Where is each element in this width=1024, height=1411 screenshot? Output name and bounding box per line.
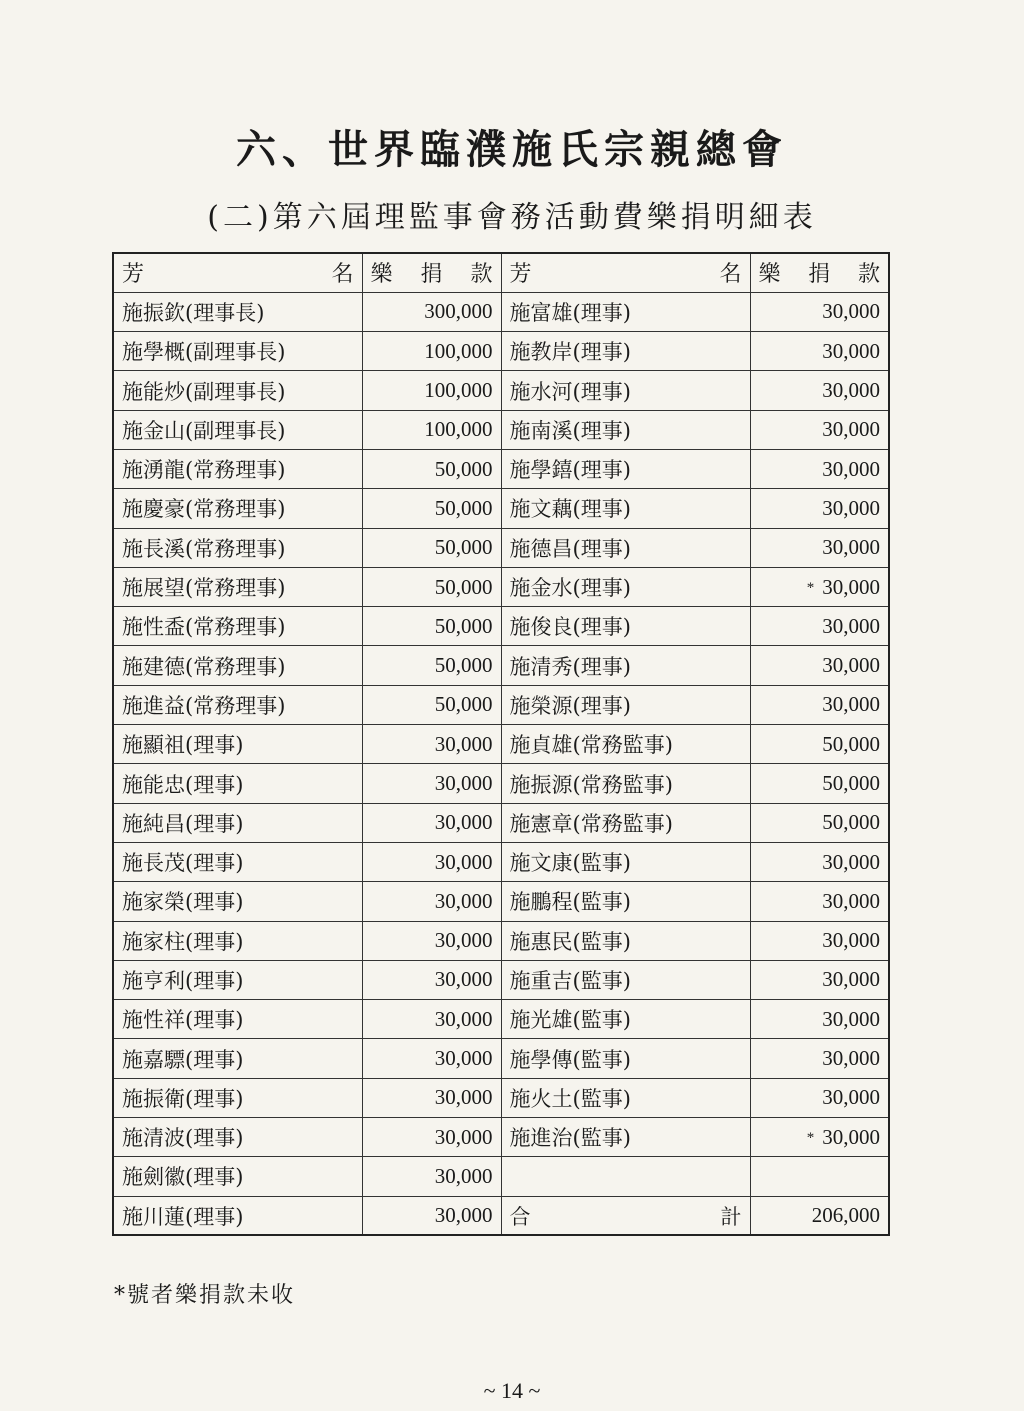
table-row [113, 882, 889, 921]
left-donation-amount: 30,000 [362, 725, 501, 764]
right-donation-amount: 30,000 [750, 449, 889, 488]
right-donation-amount: 30,000 [750, 607, 889, 646]
left-donor-name: 施學概(副理事長) [113, 332, 362, 371]
right-donation-amount: 50,000 [750, 725, 889, 764]
table-row [113, 607, 889, 646]
right-donor-name: 施清秀(理事) [501, 646, 750, 685]
right-donation-amount: 30,000 [750, 371, 889, 410]
left-donation-amount: 50,000 [362, 607, 501, 646]
left-donor-name: 施展望(常務理事) [113, 567, 362, 606]
right-donor-name: 施光雄(監事) [501, 1000, 750, 1039]
table-row [113, 921, 889, 960]
unpaid-mark: * [806, 1129, 815, 1146]
left-donation-amount: 30,000 [362, 921, 501, 960]
right-donor-name: 施文康(監事) [501, 842, 750, 881]
total-label: 合 計 [501, 1196, 750, 1235]
left-donor-name: 施顯祖(理事) [113, 725, 362, 764]
table-row [113, 1196, 889, 1235]
left-donation-amount: 30,000 [362, 803, 501, 842]
right-donor-name: 施學傳(監事) [501, 1039, 750, 1078]
left-donor-name: 施振欽(理事長) [113, 292, 362, 331]
right-donor-name [501, 1157, 750, 1196]
page-title: 六、世界臨濮施氏宗親總會 [236, 126, 788, 173]
left-donor-name: 施長茂(理事) [113, 842, 362, 881]
left-donor-name: 施嘉驃(理事) [113, 1039, 362, 1078]
left-donor-name: 施金山(副理事長) [113, 410, 362, 449]
right-donor-name: 施金水(理事) [501, 567, 750, 606]
right-donation-amount: 30,000 [750, 882, 889, 921]
right-donor-name: 施振源(常務監事) [501, 764, 750, 803]
left-donor-name: 施亨利(理事) [113, 960, 362, 999]
table-row [113, 1078, 889, 1117]
table-row [113, 646, 889, 685]
table-row [113, 371, 889, 410]
table-subtitle: (二)第六屆理監事會務活動費樂捐明細表 [207, 200, 817, 235]
left-donor-name: 施家柱(理事) [113, 921, 362, 960]
left-donor-name: 施長溪(常務理事) [113, 528, 362, 567]
left-donor-name: 施進益(常務理事) [113, 685, 362, 724]
right-donation-amount: 30,000 [750, 921, 889, 960]
left-donor-name: 施能炒(副理事長) [113, 371, 362, 410]
left-donation-amount: 30,000 [362, 1039, 501, 1078]
left-donation-amount: 30,000 [362, 1157, 501, 1196]
header-name-left: 芳 名 [113, 253, 362, 292]
left-donation-amount: 50,000 [362, 685, 501, 724]
right-donation-amount: 30,000 [750, 1078, 889, 1117]
table-row [113, 1157, 889, 1196]
left-donation-amount: 300,000 [362, 292, 501, 331]
right-donation-amount: 30,000 [750, 528, 889, 567]
table-row [113, 725, 889, 764]
right-donation-amount: 30,000 [750, 685, 889, 724]
page-number: ~ 14 ~ [483, 1378, 541, 1403]
right-donation-amount: 50,000 [750, 764, 889, 803]
table-row [113, 764, 889, 803]
table-row [113, 567, 889, 606]
right-donor-name: 施鵬程(監事) [501, 882, 750, 921]
left-donation-amount: 30,000 [362, 1078, 501, 1117]
table-row [113, 332, 889, 371]
left-donation-amount: 30,000 [362, 764, 501, 803]
left-donation-amount: 30,000 [362, 882, 501, 921]
right-donation-amount [750, 1157, 889, 1196]
left-donor-name: 施川蓮(理事) [113, 1196, 362, 1235]
table-row [113, 489, 889, 528]
donation-table [112, 252, 890, 1236]
left-donor-name: 施性祥(理事) [113, 1000, 362, 1039]
right-donor-name: 施學𨭎(理事) [501, 449, 750, 488]
left-donation-amount: 30,000 [362, 1196, 501, 1235]
total-amount: 206,000 [750, 1196, 889, 1235]
right-donation-amount: * 30,000 [750, 1118, 889, 1157]
right-donation-amount: 30,000 [750, 1000, 889, 1039]
table-row [113, 685, 889, 724]
left-donation-amount: 50,000 [362, 646, 501, 685]
right-donor-name: 施教岸(理事) [501, 332, 750, 371]
right-donor-name: 施重吉(監事) [501, 960, 750, 999]
left-donor-name: 施劍徽(理事) [113, 1157, 362, 1196]
left-donation-amount: 100,000 [362, 371, 501, 410]
right-donor-name: 施富雄(理事) [501, 292, 750, 331]
table-row [113, 528, 889, 567]
right-donor-name: 施火土(監事) [501, 1078, 750, 1117]
left-donor-name: 施振衛(理事) [113, 1078, 362, 1117]
table-row [113, 803, 889, 842]
right-donation-amount: 50,000 [750, 803, 889, 842]
left-donation-amount: 50,000 [362, 489, 501, 528]
left-donor-name: 施純昌(理事) [113, 803, 362, 842]
right-donation-amount: 30,000 [750, 292, 889, 331]
left-donation-amount: 100,000 [362, 410, 501, 449]
table-row [113, 1039, 889, 1078]
right-donation-amount: 30,000 [750, 489, 889, 528]
left-donor-name: 施建德(常務理事) [113, 646, 362, 685]
table-row [113, 842, 889, 881]
right-donor-name: 施貞雄(常務監事) [501, 725, 750, 764]
table-row [113, 292, 889, 331]
table-row [113, 410, 889, 449]
left-donor-name: 施家榮(理事) [113, 882, 362, 921]
left-donation-amount: 50,000 [362, 449, 501, 488]
left-donation-amount: 30,000 [362, 960, 501, 999]
right-donor-name: 施水河(理事) [501, 371, 750, 410]
unpaid-mark: * [806, 579, 815, 596]
right-donation-amount: 30,000 [750, 410, 889, 449]
right-donor-name: 施憲章(常務監事) [501, 803, 750, 842]
right-donation-amount: * 30,000 [750, 567, 889, 606]
left-donation-amount: 30,000 [362, 1118, 501, 1157]
header-name-right: 芳 名 [501, 253, 750, 292]
right-donation-amount: 30,000 [750, 842, 889, 881]
right-donation-amount: 30,000 [750, 1039, 889, 1078]
right-donor-name: 施惠民(監事) [501, 921, 750, 960]
right-donor-name: 施榮源(理事) [501, 685, 750, 724]
right-donor-name: 施進治(監事) [501, 1118, 750, 1157]
left-donor-name: 施能忠(理事) [113, 764, 362, 803]
right-donor-name: 施南溪(理事) [501, 410, 750, 449]
left-donor-name: 施湧龍(常務理事) [113, 449, 362, 488]
right-donor-name: 施文藕(理事) [501, 489, 750, 528]
right-donation-amount: 30,000 [750, 960, 889, 999]
left-donor-name: 施性盉(常務理事) [113, 607, 362, 646]
left-donor-name: 施慶豪(常務理事) [113, 489, 362, 528]
left-donation-amount: 50,000 [362, 528, 501, 567]
left-donation-amount: 50,000 [362, 567, 501, 606]
left-donor-name: 施清波(理事) [113, 1118, 362, 1157]
footnote: *號者樂捐款未收 [114, 1283, 296, 1308]
right-donor-name: 施德昌(理事) [501, 528, 750, 567]
header-amount-right: 樂 捐 款 [750, 253, 889, 292]
right-donation-amount: 30,000 [750, 332, 889, 371]
table-header-row [113, 253, 889, 292]
table-row [113, 1118, 889, 1157]
table-row [113, 449, 889, 488]
header-amount-left: 樂 捐 款 [362, 253, 501, 292]
table-row [113, 960, 889, 999]
right-donation-amount: 30,000 [750, 646, 889, 685]
left-donation-amount: 30,000 [362, 1000, 501, 1039]
right-donor-name: 施俊良(理事) [501, 607, 750, 646]
table-row [113, 1000, 889, 1039]
left-donation-amount: 30,000 [362, 842, 501, 881]
left-donation-amount: 100,000 [362, 332, 501, 371]
